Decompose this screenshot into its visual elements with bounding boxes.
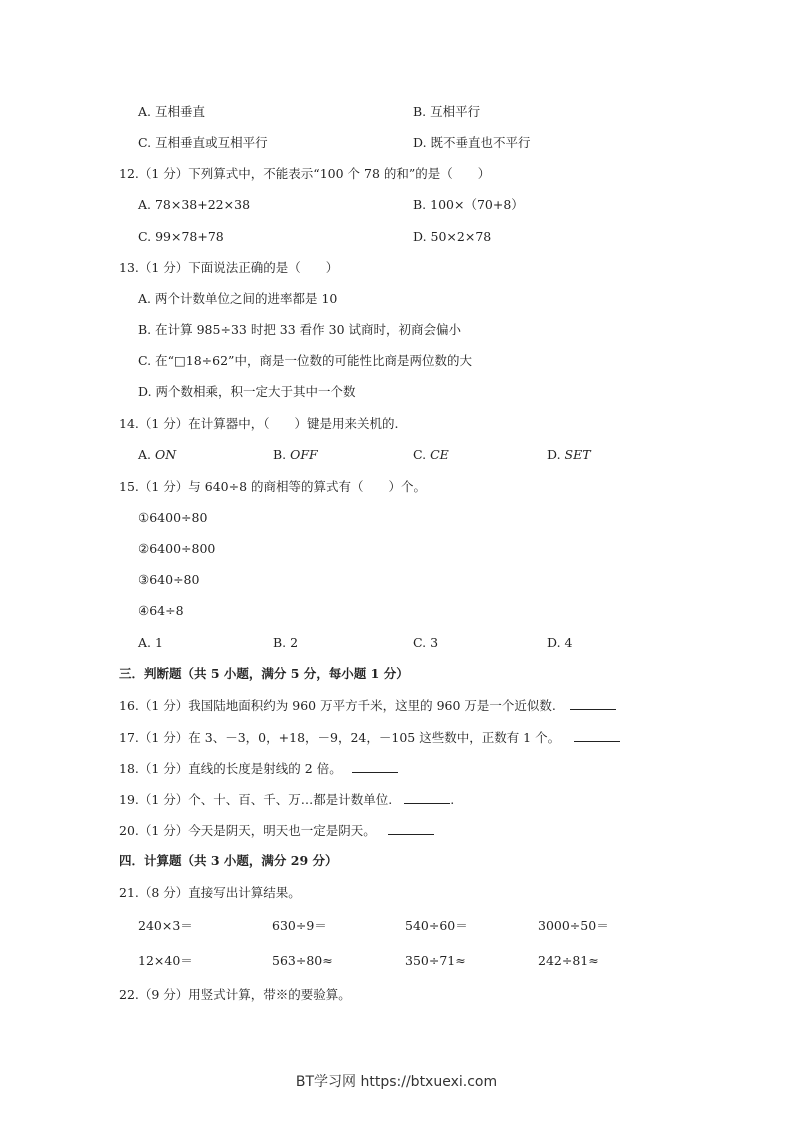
- q14-stem: 14.（1 分）在计算器中，（ ）键是用来关机的.: [119, 416, 399, 431]
- q18-text: 18.（1 分）直线的长度是射线的 2 倍。: [119, 761, 342, 776]
- q15-option-c: C. 3: [413, 635, 439, 650]
- q21-expr: 12×40＝: [138, 953, 193, 968]
- q21-expr: 563÷80≈: [272, 953, 333, 968]
- q13-option-c: C. 在“□18÷62”中，商是一位数的可能性比商是两位数的大: [138, 353, 472, 368]
- q12-option-c: C. 99×78+78: [138, 229, 224, 244]
- q16-text: 16.（1 分）我国陆地面积约为 960 万平方千米，这里的 960 万是一个近似数.: [119, 698, 556, 713]
- q11-option-a: A. 互相垂直: [138, 104, 205, 119]
- q22-stem: 22.（9 分）用竖式计算，带※的要验算。: [119, 987, 351, 1002]
- q12-option-a: A. 78×38+22×38: [138, 197, 251, 212]
- q11-option-d: D. 既不垂直也不平行: [413, 135, 531, 150]
- q19-text: 19.（1 分）个、十、百、千、万…都是计数单位.: [119, 792, 393, 807]
- q20-text: 20.（1 分）今天是阴天，明天也一定是阴天。: [119, 823, 376, 838]
- q16: [119, 697, 616, 714]
- q15-option-b: B. 2: [273, 635, 299, 650]
- q16-answer-blank[interactable]: [570, 697, 616, 710]
- q12-stem: 12.（1 分）下列算式中，不能表示“100 个 78 的和”的是（ ）: [119, 166, 491, 181]
- q19: [119, 791, 454, 808]
- q13-option-d: D. 两个数相乘，积一定大于其中一个数: [138, 384, 356, 399]
- q19-tail: .: [450, 792, 455, 807]
- q15-item-2: ②6400÷800: [138, 541, 216, 556]
- q14-option-c: C. CE: [413, 447, 449, 462]
- q21-expr: 240×3＝: [138, 918, 193, 933]
- q18: [119, 760, 398, 777]
- footer-watermark: BT学习网 https://btxuexi.com: [295, 1074, 498, 1090]
- q14-option-d: D. SET: [547, 447, 591, 462]
- q21-expr: 350÷71≈: [405, 953, 466, 968]
- q15-item-1: ①6400÷80: [138, 510, 208, 525]
- q17-answer-blank[interactable]: [574, 729, 620, 742]
- q21-stem: 21.（8 分）直接写出计算结果。: [119, 885, 301, 900]
- q15-option-a: A. 1: [138, 635, 163, 650]
- q13-option-a: A. 两个计数单位之间的进率都是 10: [138, 291, 338, 306]
- q21-expr: 3000÷50＝: [538, 918, 609, 933]
- q19-answer-blank[interactable]: [404, 791, 450, 804]
- q15-option-d: D. 4: [547, 635, 573, 650]
- q15-item-4: ④64÷8: [138, 603, 184, 618]
- q14-option-a: A. ON: [138, 447, 177, 462]
- q15-stem: 15.（1 分）与 640÷8 的商相等的算式有（ ）个。: [119, 479, 427, 494]
- q13-stem: 13.（1 分）下面说法正确的是（ ）: [119, 260, 339, 275]
- section-4-title: 四．计算题（共 3 小题，满分 29 分）: [119, 853, 338, 868]
- q21-expr: 242÷81≈: [538, 953, 599, 968]
- q21-expr: 540÷60＝: [405, 918, 468, 933]
- q17-text: 17.（1 分）在 3、－3，0，+18，－9，24，－105 这些数中，正数有 1 个。: [119, 730, 561, 745]
- q21-expr: 630÷9＝: [272, 918, 327, 933]
- q13-option-b: B. 在计算 985÷33 时把 33 看作 30 试商时，初商会偏小: [138, 322, 462, 337]
- q12-option-b: B. 100×（70+8）: [413, 197, 524, 212]
- q17: [119, 729, 620, 746]
- q14-option-b: B. OFF: [273, 447, 318, 462]
- q20: [119, 822, 434, 839]
- q12-option-d: D. 50×2×78: [413, 229, 492, 244]
- q11-option-c: C. 互相垂直或互相平行: [138, 135, 268, 150]
- q20-answer-blank[interactable]: [388, 822, 434, 835]
- q18-answer-blank[interactable]: [352, 760, 398, 773]
- q11-option-b: B. 互相平行: [413, 104, 481, 119]
- q15-item-3: ③640÷80: [138, 572, 200, 587]
- section-3-title: 三．判断题（共 5 小题，满分 5 分，每小题 1 分）: [119, 666, 409, 681]
